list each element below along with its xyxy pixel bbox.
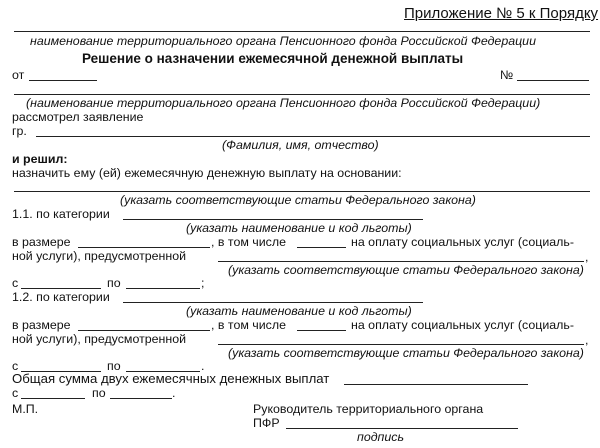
incl-1-label: , в том числе (211, 235, 286, 249)
total-end-punct: . (172, 386, 176, 400)
benefit-1-caption: (указать наименование и код льготы) (186, 221, 412, 235)
top-org-caption: наименование территориального органа Пенсионного фонда Российской Федерации (30, 34, 536, 48)
law-1-caption: (указать соответствующие статьи Федерального закона) (228, 263, 584, 277)
law-1-line (218, 261, 584, 262)
date-field-line (29, 80, 97, 81)
to-1-line (126, 288, 200, 289)
top-org-line (14, 31, 590, 32)
amount-1-label: в размере (12, 235, 71, 249)
head-title: Руководитель территориального органа (253, 402, 484, 416)
from-1-line (21, 288, 101, 289)
number-field-line (517, 80, 589, 81)
to-1-label: по (107, 276, 121, 290)
incl-2-label: , в том числе (211, 318, 286, 332)
incl-2-line (297, 330, 346, 331)
citizen-label: гр. (12, 124, 27, 138)
signature-line (286, 428, 518, 429)
total-to-line (110, 398, 172, 399)
decided-label: и решил: (12, 152, 68, 166)
signature-caption: подпись (357, 430, 404, 444)
amount-2-label: в размере (12, 318, 71, 332)
law-1-comma: , (585, 250, 589, 264)
benefit-2-caption: (указать наименование и код льготы) (186, 304, 412, 318)
end-2-punct: . (201, 359, 205, 373)
law-2-caption: (указать соответствующие статьи Федерального закона) (228, 346, 584, 360)
from-1-label: с (12, 276, 19, 290)
law-2-comma: , (585, 333, 589, 347)
incl-1-line (297, 247, 346, 248)
reviewed-text: рассмотрел заявление (12, 110, 144, 124)
org-line (14, 94, 590, 95)
fio-line (36, 136, 590, 137)
category-1-label: 1.1. по категории (12, 207, 110, 221)
total-line (344, 384, 528, 385)
law-line (14, 191, 590, 192)
end-1-punct: ; (201, 276, 205, 290)
org-caption: (наименование территориального органа Пенсионного фонда Российской Федерации) (26, 96, 541, 110)
stamp-label: М.П. (12, 402, 39, 416)
services-2-label: на оплату социальных услуг (социаль- (351, 318, 574, 332)
total-label: Общая сумма двух ежемесячных денежных выплат (12, 371, 330, 386)
law-2-line (218, 344, 584, 345)
fio-caption: (Фамилия, имя, отчество) (222, 138, 379, 152)
amount-1-line (78, 247, 210, 248)
category-2-label: 1.2. по категории (12, 290, 110, 304)
total-from-label: с (12, 386, 19, 400)
category-2-line (123, 302, 423, 303)
appendix-header: Приложение № 5 к Порядку (404, 5, 599, 22)
assign-text: назначить ему (ей) ежемесячную денежную выплату на основании: (12, 166, 402, 180)
from-2-label: с (12, 359, 19, 373)
page-title: Решение о назначении ежемесячной денежной выплаты (82, 51, 464, 66)
category-1-line (123, 219, 423, 220)
to-2-label: по (107, 359, 121, 373)
from-label: от (12, 68, 25, 82)
services-2-cont: ной услуги), предусмотренной (12, 332, 187, 346)
total-from-line (21, 398, 85, 399)
services-1-cont: ной услуги), предусмотренной (12, 249, 187, 263)
law-caption: (указать соответствующие статьи Федерального закона) (120, 193, 476, 207)
amount-2-line (78, 330, 210, 331)
pfr-label: ПФР (253, 416, 280, 430)
total-to-label: по (92, 386, 106, 400)
number-label: № (500, 68, 514, 82)
services-1-label: на оплату социальных услуг (социаль- (351, 235, 574, 249)
